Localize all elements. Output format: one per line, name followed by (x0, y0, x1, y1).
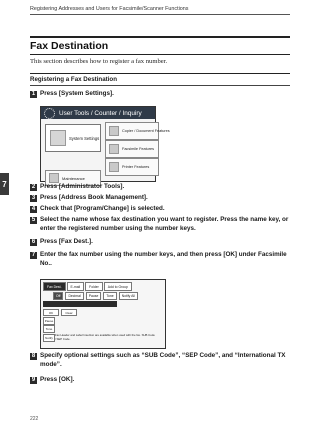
user-tools-title: User Tools / Counter / Inquiry (59, 109, 142, 117)
step-text: Press [System Settings]. (40, 90, 114, 97)
fax-icon (109, 144, 119, 154)
step-number: 2 (31, 183, 36, 190)
tab-fax-dest[interactable]: Fax Dest. (43, 282, 66, 291)
running-head: Registering Addresses and Users for Facsimile/Scanner Functions (30, 6, 189, 12)
tone-side-button[interactable]: Tone (43, 325, 55, 333)
step-2 (30, 183, 292, 192)
step-7 (30, 251, 292, 269)
copier-features-button[interactable] (105, 122, 170, 140)
step-text: Press [Fax Dest.]. (40, 238, 93, 245)
step-5 (30, 216, 292, 234)
copier-icon (109, 126, 119, 136)
step-text: Press [OK]. (40, 376, 75, 383)
step-4 (30, 205, 292, 214)
step-text: Specify optional settings such as “SUB Code”, “SEP Code”, and “International TX mode”. (40, 352, 286, 368)
fax-keys (43, 309, 77, 316)
step-8 (30, 352, 292, 370)
step-number: 7 (31, 251, 36, 258)
step-text: Enter the fax number using the number keys, and then press [OK] under Facsimile No.. (40, 251, 287, 267)
fax-screen-note: Fax Header and Label Insertion are available when used with the fax. SUB Code / SEP Code. (55, 333, 155, 341)
step-text: Check that [Program/Change] is selected. (40, 205, 165, 212)
step-3 (30, 194, 292, 203)
step-number: 5 (31, 216, 36, 223)
facsimile-features-label: Facsimile Features (122, 147, 155, 151)
fax-number-input[interactable] (43, 301, 117, 307)
printer-features-button[interactable] (105, 158, 159, 176)
step-number: 8 (31, 352, 36, 359)
gear-icon (44, 108, 55, 119)
procedure-heading: Registering a Fax Destination (30, 75, 117, 83)
step-number: 6 (31, 238, 36, 245)
section-rule-top (30, 36, 290, 38)
system-settings-icon (50, 130, 66, 146)
system-settings-button[interactable] (45, 124, 101, 152)
tab-folder[interactable]: Folder (85, 282, 103, 291)
page-number: 222 (30, 416, 39, 422)
user-tools-screenshot (40, 106, 170, 182)
section-rule-bottom (30, 54, 290, 55)
fax-destination-screenshot (40, 279, 166, 349)
destination-tabs (43, 282, 132, 291)
step-number: 1 (31, 90, 36, 97)
step-number: 3 (31, 194, 36, 201)
notify-side-button[interactable]: Notify (43, 334, 55, 342)
step-9 (30, 376, 292, 385)
notify-all-button[interactable]: Notify All (119, 292, 138, 300)
decimal-button[interactable]: Decimal (65, 292, 83, 300)
clear-button[interactable]: Clear (61, 309, 77, 316)
step-number: 4 (31, 205, 36, 212)
procedure-rule-top (30, 73, 290, 74)
step-text: Press [Administrator Tools]. (40, 183, 125, 190)
tab-email[interactable]: E-mail (67, 282, 85, 291)
fax-option-row (53, 292, 138, 300)
step-number: 9 (31, 376, 36, 383)
pause-side-button[interactable]: Pause (44, 319, 54, 323)
tone-button[interactable]: Tone (103, 292, 116, 300)
printer-icon (109, 162, 119, 172)
step-text: Select the name whose fax destination you want to register. Press the name key, or enter the registered number using the number keys. (40, 216, 289, 232)
off-button[interactable]: Off (53, 292, 63, 300)
system-settings-label: System Settings (69, 135, 100, 141)
maintenance-label: Maintenance (62, 175, 85, 181)
chapter-tab: 7 (0, 173, 9, 195)
header-rule (30, 14, 290, 15)
user-tools-title-bar (41, 107, 155, 119)
copier-features-label: Copier / Document Features (122, 129, 170, 133)
maintenance-icon (49, 173, 59, 183)
tab-add-to-group[interactable]: Add to Group (104, 282, 132, 291)
printer-features-label: Printer Features (122, 165, 150, 169)
ok-button[interactable]: OK (43, 309, 59, 316)
step-6 (30, 238, 292, 247)
section-title: Fax Destination (30, 40, 109, 52)
pause-button[interactable]: Pause (86, 292, 102, 300)
facsimile-features-button[interactable] (105, 140, 159, 158)
section-intro: This section describes how to register a fax number. (30, 58, 168, 65)
procedure-rule-bottom (30, 85, 290, 86)
step-1 (30, 90, 292, 99)
step-text: Press [Address Book Management]. (40, 194, 148, 201)
